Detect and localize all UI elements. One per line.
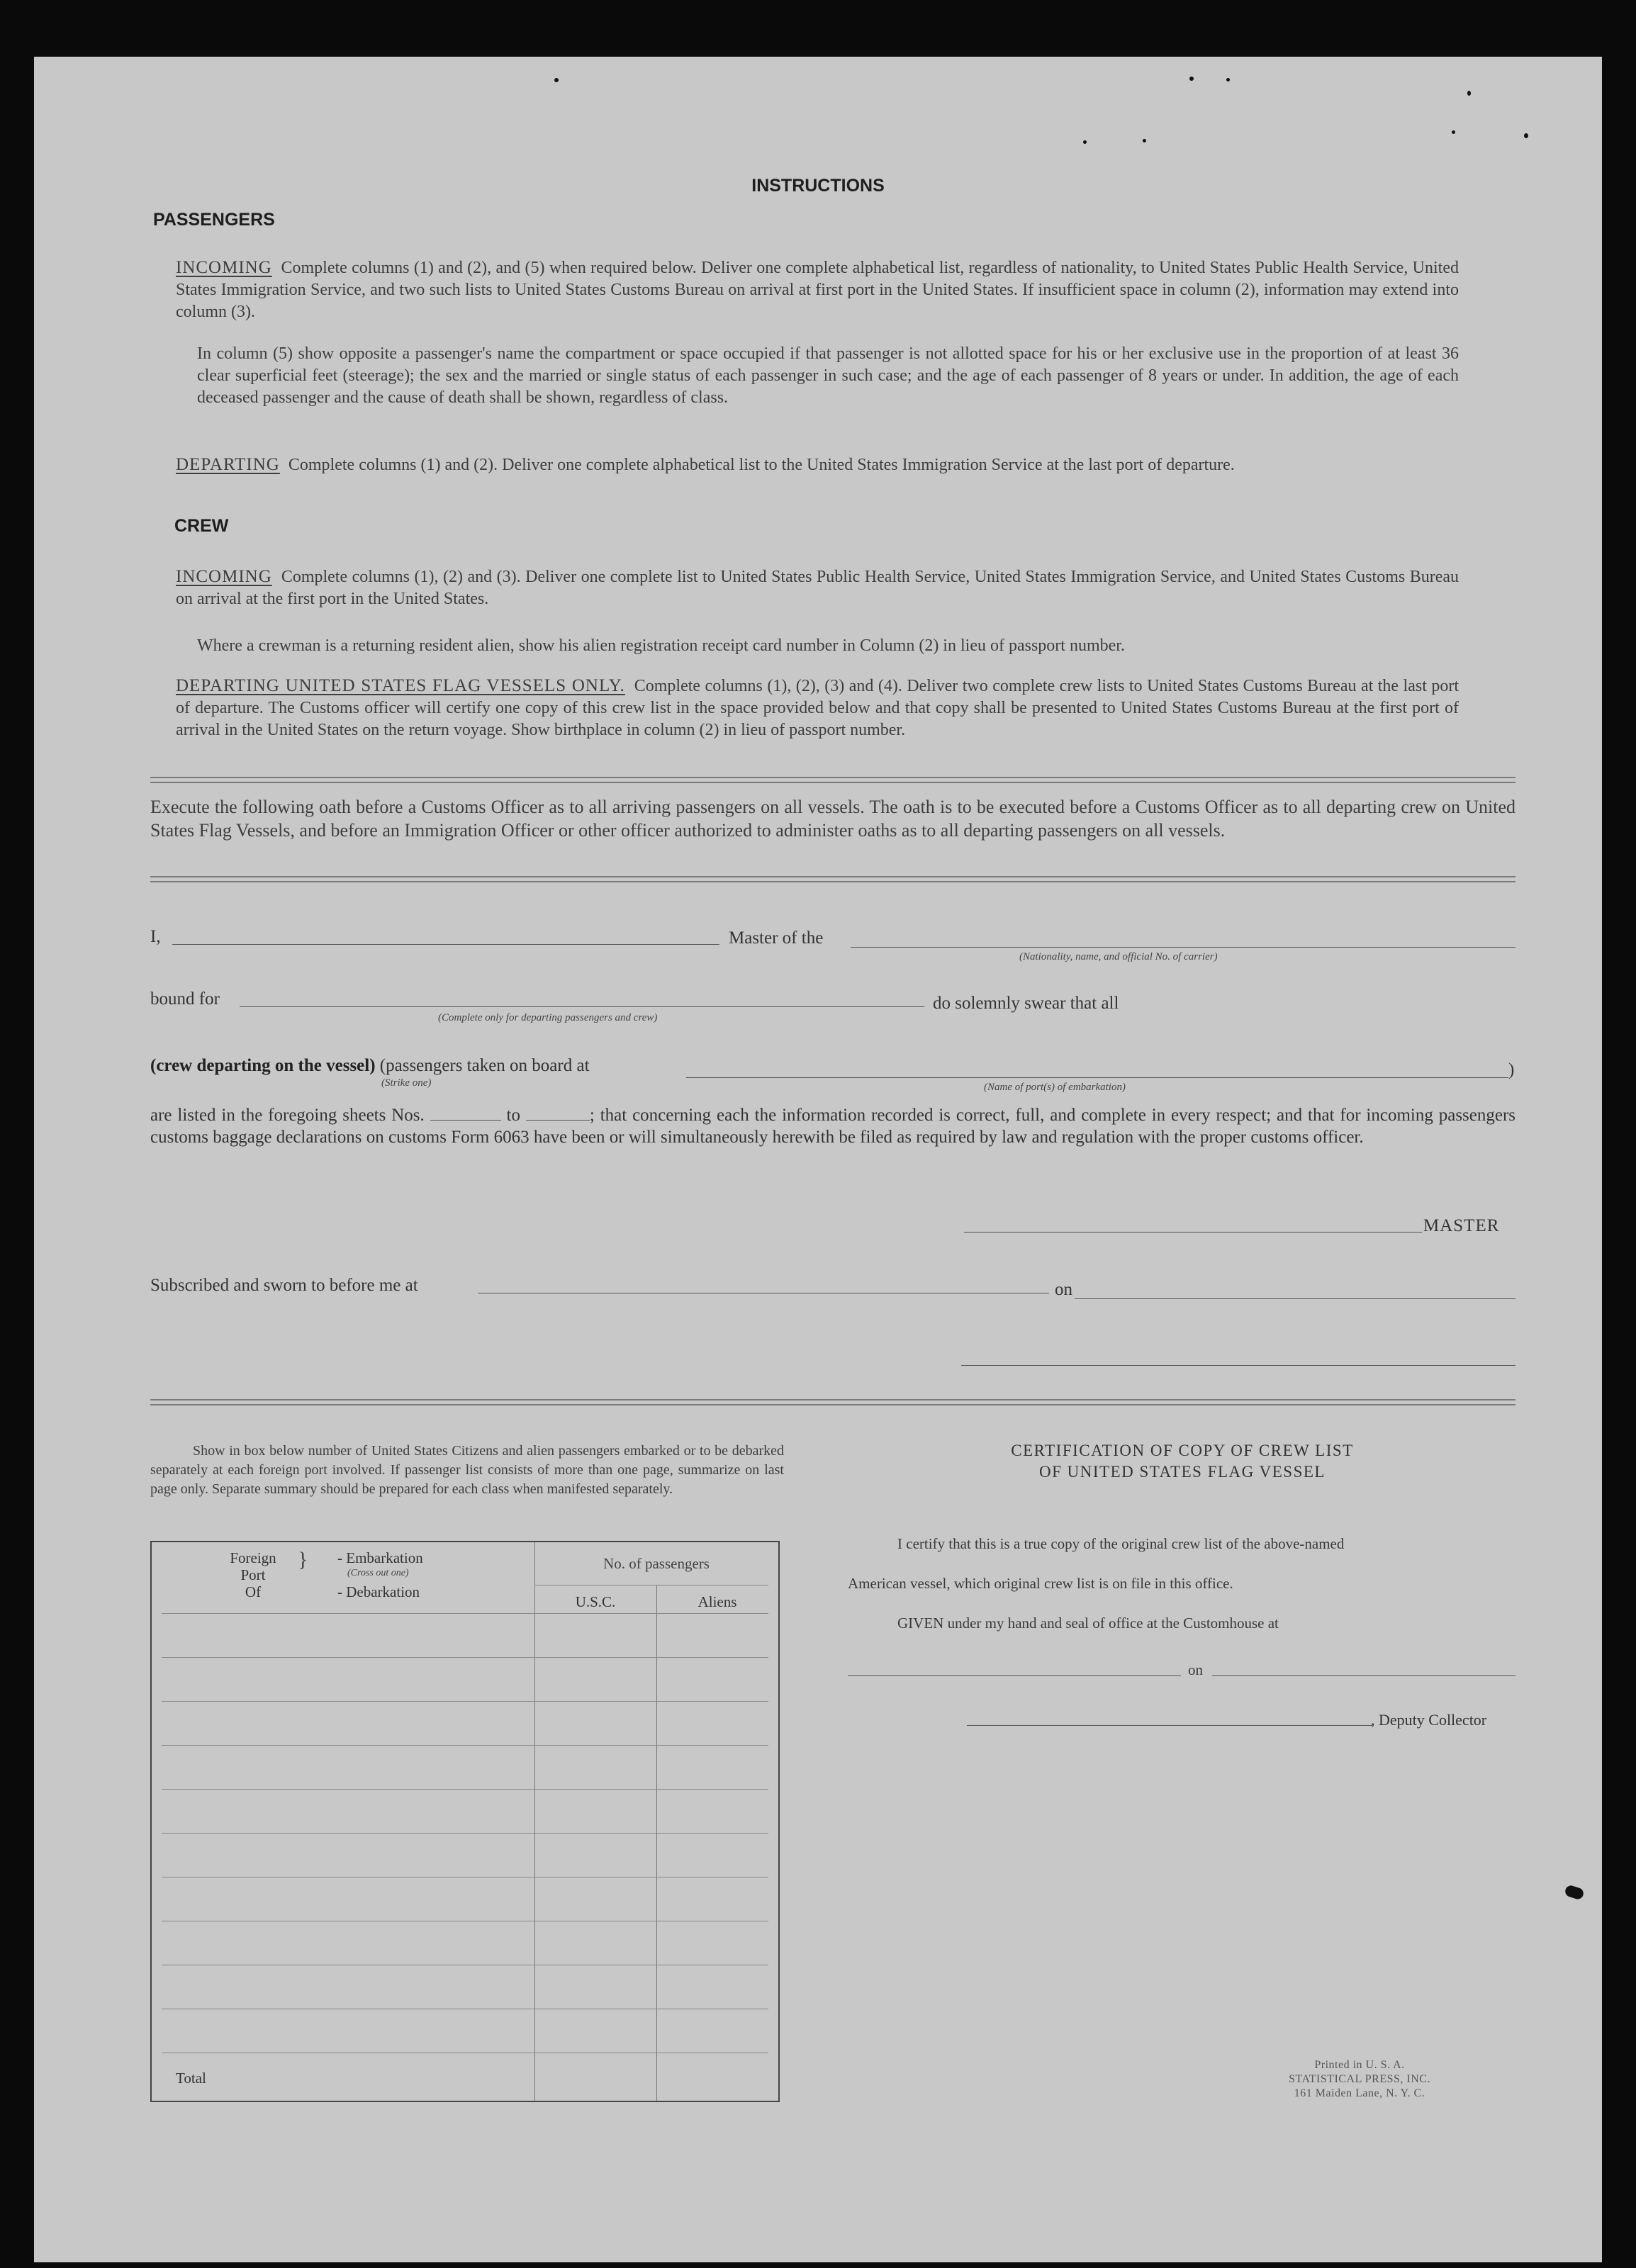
table-row-line <box>162 1701 768 1702</box>
dust-speck <box>554 78 559 82</box>
bound-for-hint: (Complete only for departing passengers and crew) <box>438 1012 658 1023</box>
listed-text-b: ; that concerning each the information recorded is correct, full, and complete in every respect; and that for incoming passengers customs baggage declarations on customs Form 6063 have been or will simultaneously herewith be filed as required by law and regulation with the proper customs officer. <box>150 1106 1516 1147</box>
subscribed-label: Subscribed and sworn to before me at <box>150 1276 418 1295</box>
certify-text-b: American vessel, which original crew list is on file in this office. <box>848 1575 1233 1592</box>
given-text: GIVEN under my hand and seal of office at the Customhouse at <box>897 1615 1279 1632</box>
printer-line2: STATISTICAL PRESS, INC. <box>1289 2073 1430 2085</box>
col-divider-2 <box>656 1585 657 2101</box>
crew-incoming-label: INCOMING <box>176 567 272 586</box>
customhouse-place-field[interactable] <box>848 1675 1181 1676</box>
crew-heading: CREW <box>174 516 229 536</box>
passenger-summary-table <box>150 1541 780 2102</box>
dust-speck <box>1143 139 1146 142</box>
header-bottom-line <box>162 1613 768 1614</box>
listed-to-label: to <box>506 1106 520 1125</box>
cross-out-hint: (Cross out one) <box>347 1568 409 1578</box>
embarkation-label[interactable]: - Embarkation <box>337 1549 423 1566</box>
form-page <box>34 57 1602 2262</box>
cert-on-label: on <box>1188 1661 1203 1678</box>
crew-departing-choice[interactable] <box>150 1056 590 1076</box>
sheet-from-field[interactable] <box>430 1107 501 1121</box>
passengers-incoming-text: Complete columns (1) and (2), and (5) when required below. Deliver one complete alphabetical list, regardless of nationality, to United States Public Health Service, United States Immigration Service, and two such lists to United States Customs Bureau on arrival at first port in the United States. If insufficient space in column (2), information may extend into column (3). <box>176 259 1459 321</box>
passengers-incoming-label: INCOMING <box>176 258 272 277</box>
master-name-field[interactable] <box>172 944 719 945</box>
embarkation-ports-field[interactable] <box>686 1077 1508 1078</box>
master-label: MASTER <box>1423 1216 1500 1235</box>
passengers-departing-text: Complete columns (1) and (2). Deliver one complete alphabetical list to the United States Immigration Service at the last port of departure. <box>288 456 1235 474</box>
carrier-field[interactable] <box>851 947 1515 948</box>
listed-paragraph <box>150 1104 1515 1148</box>
certification-title-line2: OF UNITED STATES FLAG VESSEL <box>1039 1463 1326 1481</box>
crew-incoming-text: Complete columns (1), (2) and (3). Deliver one complete list to United States Public Health Service, United States Immigration Service, and United States Customs Bureau on arrival at the first port in the United States. <box>176 568 1459 608</box>
swear-label: do solemnly swear that all <box>933 994 1119 1013</box>
dust-speck <box>1452 130 1455 134</box>
nationality-hint: (Nationality, name, and official No. of carrier) <box>1019 951 1218 962</box>
col-divider-1 <box>534 1542 535 2101</box>
passengers-taken-text: (passengers taken on board at <box>379 1056 590 1075</box>
cert-date-field[interactable] <box>1212 1675 1515 1676</box>
dust-speck <box>1189 77 1194 81</box>
dust-speck <box>1083 140 1087 144</box>
crew-resident-paragraph: Where a crewman is a returning resident alien, show his alien registration receipt card number in Column (2) in lieu of passport number. <box>197 636 1125 655</box>
listed-text-a: are listed in the foregoing sheets Nos. <box>150 1106 425 1125</box>
sworn-date-field[interactable] <box>1075 1298 1515 1299</box>
master-of-label: Master of the <box>729 928 824 948</box>
aliens-header: Aliens <box>697 1593 737 1610</box>
strike-hint: (Strike one) <box>381 1077 432 1089</box>
bound-for-label: bound for <box>150 989 220 1009</box>
passengers-column5-paragraph: In column (5) show opposite a passenger's name the compartment or space occupied if that passenger is not allotted space for his or her exclusive use in the proportion of at least 36 clear superficial feet (steerage); the sex and the married or single status of each passenger in such case; and the age of each passenger of 8 years or under. In addition, the age of each deceased passenger and the cause of death shall be shown, regardless of class. <box>197 344 1459 407</box>
passengers-departing-paragraph <box>176 454 1459 476</box>
usc-header: U.S.C. <box>575 1593 616 1610</box>
divider-double-1 <box>150 777 1515 783</box>
ports-hint: (Name of port(s) of embarkation) <box>984 1082 1126 1093</box>
certify-text-a: I certify that this is a true copy of the original crew list of the above-named <box>897 1535 1345 1552</box>
of-word: Of <box>245 1583 262 1600</box>
oath-i-label: I, <box>150 927 161 946</box>
passengers-heading: PASSENGERS <box>153 210 275 230</box>
foreign-word: Foreign <box>230 1549 276 1566</box>
printer-imprint <box>1204 2058 1515 2101</box>
officer-signature-field[interactable] <box>961 1365 1515 1366</box>
debarkation-label[interactable]: - Debarkation <box>337 1583 420 1600</box>
passengers-incoming-paragraph <box>176 257 1459 323</box>
sheet-to-field[interactable] <box>526 1107 590 1121</box>
certification-title <box>849 1440 1515 1483</box>
sworn-on-label: on <box>1055 1280 1072 1299</box>
dust-blot <box>1564 1884 1585 1900</box>
crew-departing-paragraph <box>176 675 1459 741</box>
summary-intro: Show in box below number of United States Citizens and alien passengers embarked or to be debarked separately at each foreign port involved. If passenger list consists of more than one page, summarize on last page only. Separate summary should be prepared for each class when manifested separately. <box>150 1443 784 1497</box>
no-passengers-header: No. of passengers <box>603 1555 710 1572</box>
table-row-line <box>162 1833 768 1834</box>
crew-departing-label: DEPARTING UNITED STATES FLAG VESSELS ONLY. <box>176 676 625 695</box>
crew-departing-text: Complete columns (1), (2), (3) and (4). Deliver two complete crew lists to United States Customs Bureau at the last port of departure. The Customs officer will certify one copy of this crew list in the space provided below and that copy shall be presented to United States Customs Bureau at the first port of arrival in the United States on the return voyage. Show birthplace in column (2) in lieu of passport number. <box>176 677 1459 739</box>
passengers-departing-label: DEPARTING <box>176 455 280 474</box>
deputy-label: , Deputy Collector <box>1371 1711 1487 1729</box>
dust-speck <box>1467 91 1471 96</box>
master-signature-field[interactable] <box>964 1232 1422 1233</box>
deputy-signature-field[interactable] <box>967 1725 1372 1726</box>
instructions-title: INSTRUCTIONS <box>751 176 885 196</box>
dust-speck <box>1524 133 1528 138</box>
printer-line3: 161 Maiden Lane, N. Y. C. <box>1294 2087 1425 2099</box>
crew-incoming-paragraph <box>176 566 1459 610</box>
oath-intro-paragraph: Execute the following oath before a Customs Officer as to all arriving passengers on all vessels. The oath is to be executed before a Customs Officer as to all departing crew on United States Flag Vessels, and before an Immigration Officer or other officer authorized to administer oaths as to all departing passengers on all vessels. <box>150 797 1515 841</box>
divider-double-2 <box>150 876 1515 882</box>
divider-double-3 <box>150 1399 1515 1405</box>
table-row-line <box>162 1789 768 1790</box>
foreign-port-of-label <box>214 1549 292 1600</box>
table-row-line <box>162 1745 768 1746</box>
bound-for-field[interactable] <box>240 1006 924 1007</box>
dust-speck <box>1226 78 1230 82</box>
port-word: Port <box>240 1566 266 1583</box>
printer-line1: Printed in U. S. A. <box>1314 2059 1405 2071</box>
certification-title-line1: CERTIFICATION OF COPY OF CREW LIST <box>1011 1442 1354 1459</box>
table-row-line <box>162 1657 768 1658</box>
brace-icon: } <box>298 1548 308 1571</box>
crew-departing-text: (crew departing on the vessel) <box>150 1056 376 1075</box>
total-label: Total <box>176 2070 206 2087</box>
close-paren: ) <box>1508 1060 1515 1079</box>
